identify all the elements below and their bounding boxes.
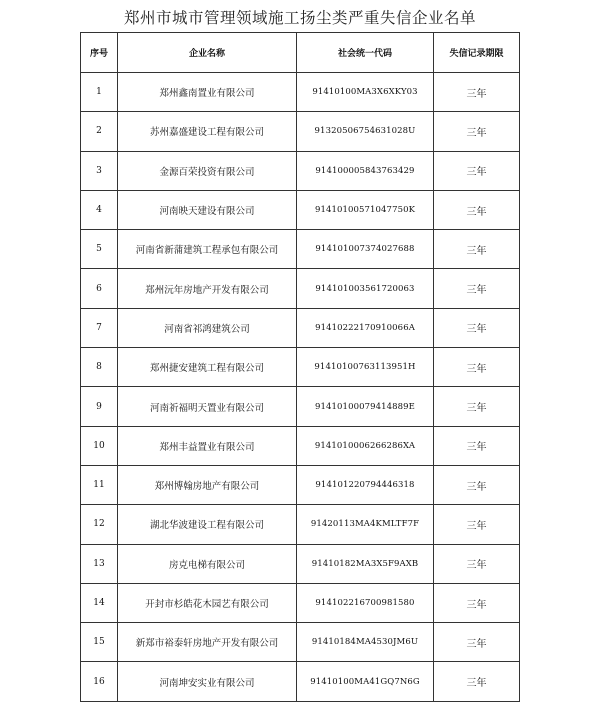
credit-code-cell: 91410184MA4530JM6U [297,623,434,662]
record-period-cell: 三年 [434,73,520,112]
serial-cell: 4 [81,190,118,229]
table-body [81,73,520,702]
company-name-cell: 金源百荣投资有限公司 [118,151,297,190]
credit-code-cell: 91410222170910066A [297,308,434,347]
table-row [81,190,520,229]
company-name-cell: 河南坤安实业有限公司 [118,662,297,701]
company-name-cell: 郑州丰益置业有限公司 [118,426,297,465]
serial-cell: 8 [81,348,118,387]
record-period-cell: 三年 [434,348,520,387]
record-period-cell: 三年 [434,112,520,151]
credit-code-cell: 91410100763113951H [297,348,434,387]
company-name-cell: 湖北华波建设工程有限公司 [118,505,297,544]
table-row [81,583,520,622]
table-row [81,269,520,308]
serial-cell: 1 [81,73,118,112]
credit-code-cell: 91410100MA41GQ7N6G [297,662,434,701]
serial-cell: 5 [81,230,118,269]
enterprise-table [80,32,520,702]
record-period-cell: 三年 [434,544,520,583]
record-period-cell: 三年 [434,426,520,465]
header-record-period: 失信记录期限 [434,33,520,73]
table-row [81,308,520,347]
company-name-cell: 郑州鑫南置业有限公司 [118,73,297,112]
credit-code-cell: 914101220794446318 [297,465,434,504]
record-period-cell: 三年 [434,505,520,544]
table-row [81,112,520,151]
serial-cell: 15 [81,623,118,662]
record-period-cell: 三年 [434,465,520,504]
company-name-cell: 开封市杉皓花木园艺有限公司 [118,583,297,622]
serial-cell: 7 [81,308,118,347]
table-row [81,348,520,387]
record-period-cell: 三年 [434,308,520,347]
table-row [81,426,520,465]
serial-cell: 9 [81,387,118,426]
table-row [81,544,520,583]
credit-code-cell: 9141010006266286XA [297,426,434,465]
table-row [81,505,520,544]
table-row [81,662,520,701]
serial-cell: 11 [81,465,118,504]
record-period-cell: 三年 [434,190,520,229]
credit-code-cell: 91410100079414889E [297,387,434,426]
table-row [81,465,520,504]
credit-code-cell: 914101003561720063 [297,269,434,308]
record-period-cell: 三年 [434,269,520,308]
serial-cell: 10 [81,426,118,465]
credit-code-cell: 914101007374027688 [297,230,434,269]
credit-code-cell: 914100005843763429 [297,151,434,190]
page-title: 郑州市城市管理领域施工扬尘类严重失信企业名单 [123,9,476,27]
credit-code-cell: 91320506754631028U [297,112,434,151]
serial-cell: 6 [81,269,118,308]
table-header-row [81,33,520,73]
record-period-cell: 三年 [434,387,520,426]
table-row [81,73,520,112]
serial-cell: 14 [81,583,118,622]
credit-code-cell: 91410100571047750K [297,190,434,229]
company-name-cell: 房克电梯有限公司 [118,544,297,583]
credit-code-cell: 91420113MA4KMLTF7F [297,505,434,544]
serial-cell: 12 [81,505,118,544]
header-serial: 序号 [81,33,118,73]
company-name-cell: 郑州沅年房地产开发有限公司 [118,269,297,308]
serial-cell: 2 [81,112,118,151]
record-period-cell: 三年 [434,623,520,662]
record-period-cell: 三年 [434,151,520,190]
table-row [81,623,520,662]
header-company-name: 企业名称 [118,33,297,73]
record-period-cell: 三年 [434,230,520,269]
table-row [81,387,520,426]
company-name-cell: 河南省祁鸿建筑公司 [118,308,297,347]
company-name-cell: 郑州捷安建筑工程有限公司 [118,348,297,387]
serial-cell: 3 [81,151,118,190]
serial-cell: 16 [81,662,118,701]
record-period-cell: 三年 [434,583,520,622]
company-name-cell: 苏州嘉盛建设工程有限公司 [118,112,297,151]
company-name-cell: 郑州博翰房地产有限公司 [118,465,297,504]
table-row [81,151,520,190]
company-name-cell: 河南祈福明天置业有限公司 [118,387,297,426]
table-row [81,230,520,269]
serial-cell: 13 [81,544,118,583]
record-period-cell: 三年 [434,662,520,701]
credit-code-cell: 914102216700981580 [297,583,434,622]
company-name-cell: 河南省新蒲建筑工程承包有限公司 [118,230,297,269]
credit-code-cell: 91410182MA3X5F9AXB [297,544,434,583]
header-credit-code: 社会统一代码 [297,33,434,73]
credit-code-cell: 91410100MA3X6XKY03 [297,73,434,112]
company-name-cell: 新郑市裕泰轩房地产开发有限公司 [118,623,297,662]
company-name-cell: 河南映天建设有限公司 [118,190,297,229]
